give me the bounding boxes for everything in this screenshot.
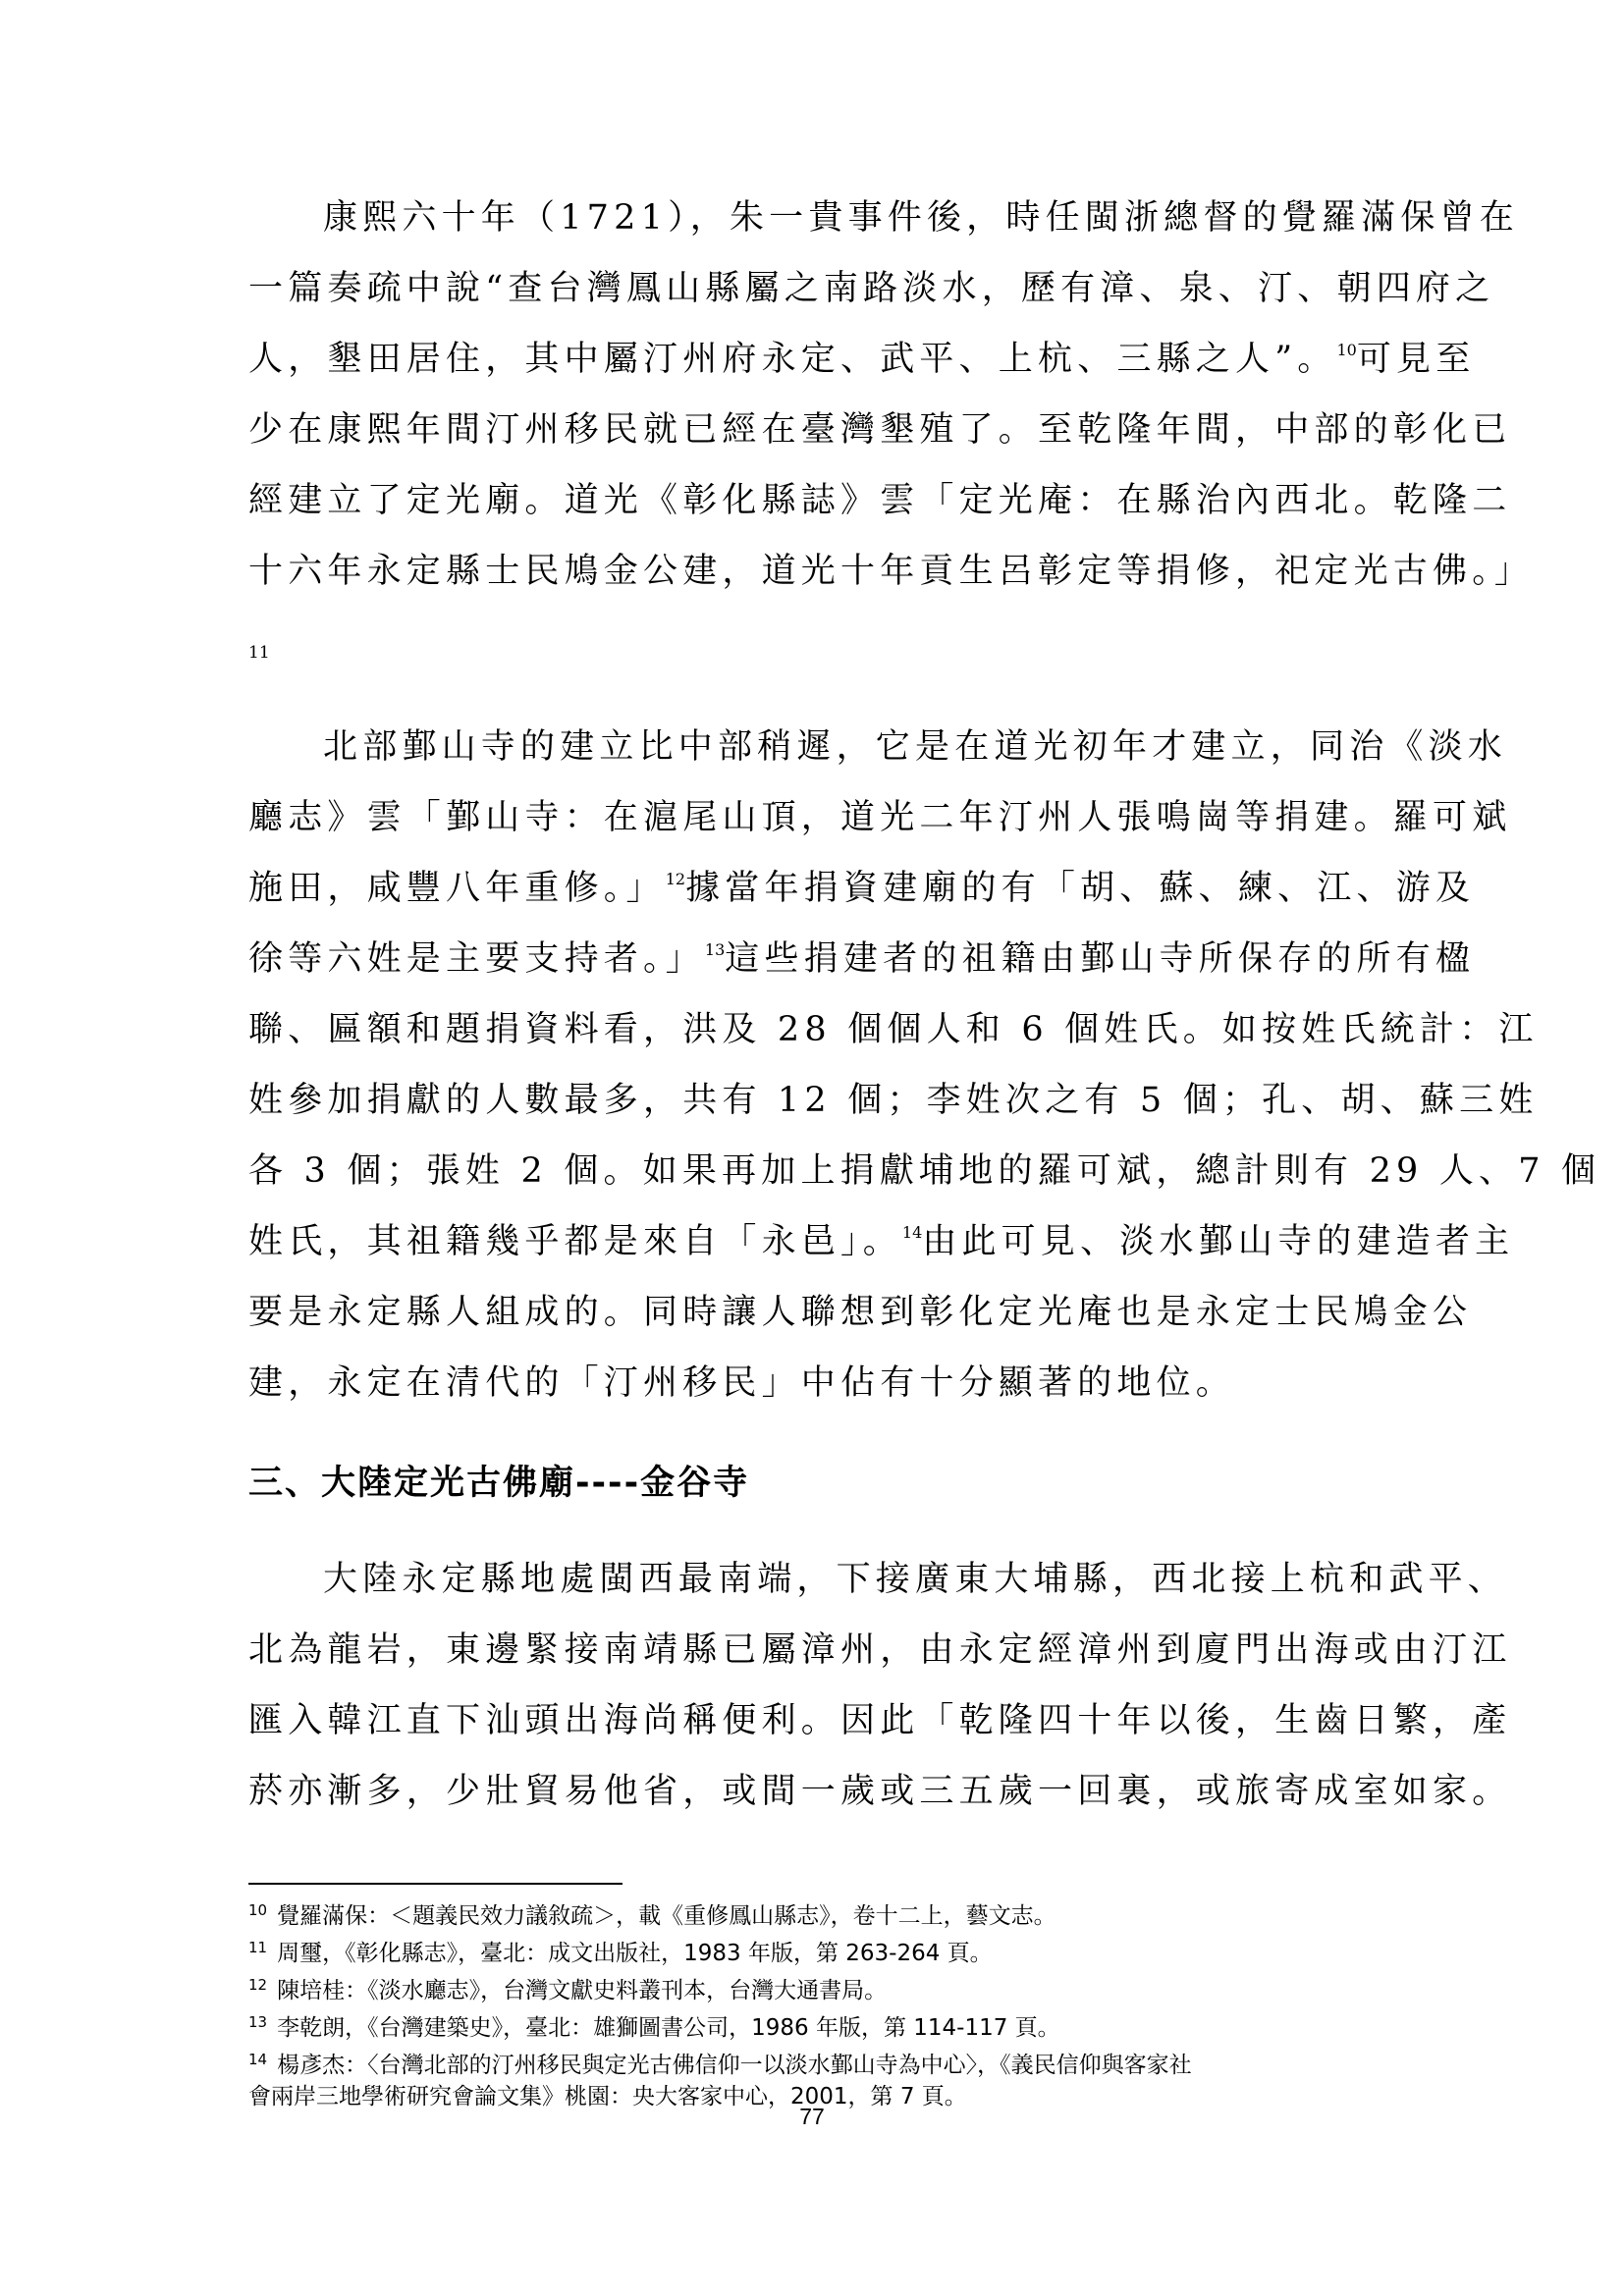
text-line: 聯、匾額和題捐資料看，洪及 28 個個人和 6 個姓氏。如按姓氏統計：江 <box>248 1010 1539 1049</box>
text-line: 十六年永定縣士民鳩金公建，道光十年貢生呂彰定等捐修，祀定光古佛。」 <box>248 552 1535 591</box>
footnote-ref[interactable]: 12 <box>665 870 686 888</box>
text-line: 大陸永定縣地處閩西最南端，下接廣東大埔縣，西北接上杭和武平、 <box>323 1560 1508 1599</box>
footnote-item <box>248 1932 1397 1969</box>
text-line: 廳志》雲「鄞山寺：在滬尾山頂，道光二年汀州人張鳴崗等捐建。羅可斌 <box>248 798 1512 837</box>
footnote-item <box>248 1969 1397 2006</box>
paragraph-1 <box>248 183 1535 607</box>
text-run: 姓氏，其祖籍幾乎都是來自「永邑」。 <box>248 1222 902 1261</box>
text-line: 匯入韓江直下汕頭出海尚稱便利。因此「乾隆四十年以後，生齒日繁，產 <box>248 1701 1512 1740</box>
text-line <box>248 853 1476 924</box>
section-heading: 三、大陸定光古佛廟----金谷寺 <box>248 1464 750 1503</box>
text-line: 康熙六十年（1721），朱一貴事件後，時任閩浙總督的覺羅滿保曾在 <box>323 198 1519 238</box>
text-run: 施田，咸豐八年重修。」 <box>248 869 666 908</box>
text-line <box>248 924 1476 994</box>
text-run: 可見至 <box>1356 340 1476 379</box>
footnote-number: 12 <box>248 1976 268 1994</box>
text-line: 建，永定在清代的「汀州移民」中佔有十分顯著的地位。 <box>248 1363 1236 1403</box>
text-line: 經建立了定光廟。道光《彰化縣誌》雲「定光庵：在縣治內西北。乾隆二 <box>248 481 1512 520</box>
text-run: 人，墾田居住，其中屬汀州府永定、武平、上杭、三縣之人”。 <box>248 340 1337 379</box>
text-line: 少在康熙年間汀州移民就已經在臺灣墾殖了。至乾隆年間，中部的彰化已 <box>248 410 1512 450</box>
footnote-number: 13 <box>248 2013 268 2031</box>
footnote-item <box>248 2006 1397 2044</box>
footnote-ref[interactable]: 11 <box>248 643 270 663</box>
footnote-separator <box>248 1883 623 1885</box>
text-run: 徐等六姓是主要支持者。」 <box>248 939 705 979</box>
footnote-item <box>248 1895 1397 1932</box>
footnote-text: 覺羅滿保：＜題義民效力議敘疏＞，載《重修鳳山縣志》，卷十二上，藝文志。 <box>277 1903 1056 1929</box>
text-line: 北部鄞山寺的建立比中部稍遲，它是在道光初年才建立，同治《淡水 <box>323 727 1508 767</box>
footnote-continuation: 會兩岸三地學術研究會論文集》桃園：央大客家中心，2001，第 7 頁。 <box>248 2084 967 2109</box>
footnote-text: 楊彥杰：〈台灣北部的汀州移民與定光古佛信仰一以淡水鄞山寺為中心〉，《義民信仰與客家社 <box>277 2053 1192 2078</box>
text-run: 據當年捐資建廟的有「胡、蘇、練、江、游及 <box>685 869 1476 908</box>
text-line: 北為龍岩，東邊緊接南靖縣已屬漳州，由永定經漳州到廈門出海或由汀江 <box>248 1630 1512 1670</box>
footnote-text: 周璽，《彰化縣志》，臺北：成文出版社，1983 年版，第 263-264 頁。 <box>277 1941 993 1966</box>
paragraph-3 <box>248 1544 1512 1827</box>
text-line <box>248 324 1476 395</box>
text-line: 各 3 個；張姓 2 個。如果再加上捐獻埔地的羅可斌，總計則有 29 人、7 個 <box>248 1151 1601 1191</box>
footnote-item <box>248 2044 1397 2081</box>
text-line: 要是永定縣人組成的。同時讓人聯想到彰化定光庵也是永定士民鳩金公 <box>248 1293 1473 1332</box>
footnote-ref[interactable]: 14 <box>901 1223 923 1242</box>
footnote-text: 李乾朗，《台灣建築史》，臺北：雄獅圖書公司，1986 年版，第 114-117 頁。 <box>277 2015 1060 2041</box>
text-run: 這些捐建者的祖籍由鄞山寺所保存的所有楹 <box>725 939 1476 979</box>
page-number: 77 <box>799 2104 825 2129</box>
footnote-ref[interactable]: 13 <box>704 940 726 959</box>
footnote-number: 14 <box>248 2051 268 2068</box>
footnote-number: 10 <box>248 1901 268 1919</box>
footnote-text: 陳培桂：《淡水廳志》，台灣文獻史料叢刊本，台灣大通書局。 <box>277 1978 888 2003</box>
footnote-number: 11 <box>248 1939 268 1956</box>
text-line: 菸亦漸多，少壯貿易他省，或間一歲或三五歲一回裏，或旅寄成室如家。 <box>248 1772 1512 1811</box>
text-line <box>248 1206 1515 1277</box>
footnotes <box>248 1895 1397 2112</box>
text-run: 由此可見、淡水鄞山寺的建造者主 <box>922 1222 1515 1261</box>
text-line: 一篇奏疏中說“查台灣鳳山縣屬之南路淡水，歷有漳、泉、汀、朝四府之 <box>248 269 1495 308</box>
paragraph-2 <box>248 712 1601 1418</box>
text-line: 姓參加捐獻的人數最多，共有 12 個；李姓次之有 5 個；孔、胡、蘇三姓 <box>248 1081 1539 1120</box>
footnote-ref[interactable]: 10 <box>1336 341 1357 359</box>
